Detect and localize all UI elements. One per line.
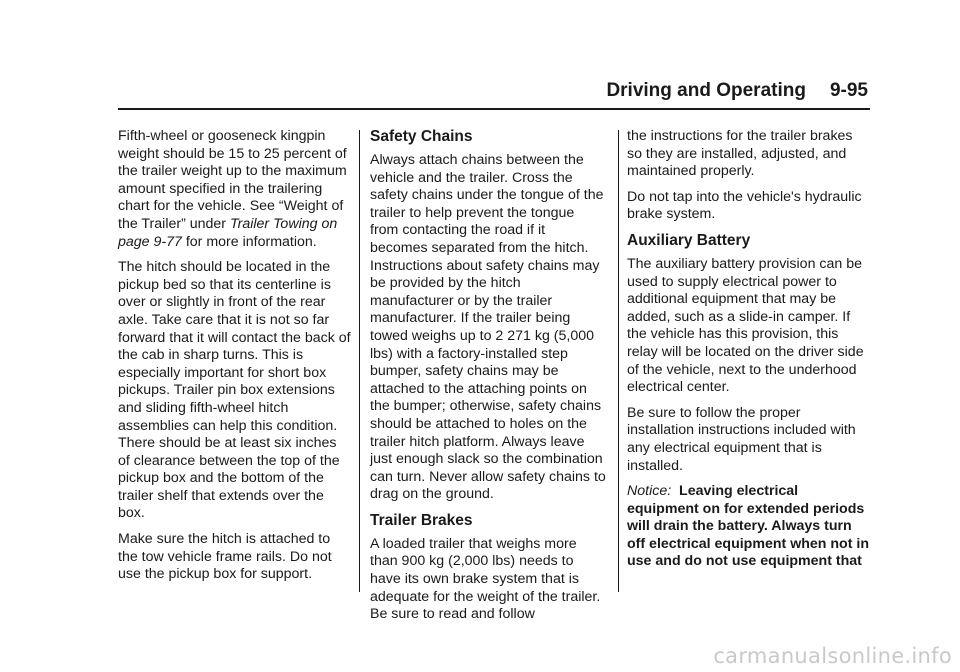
page-number: 9-95 [829, 80, 868, 101]
section-title: Driving and Operating [606, 80, 806, 101]
paragraph-text: Fifth-wheel or gooseneck kingpin weight should be 15 to 25 percent of the trailer weight up to the maximum amount specified in the trailering chart for the vehicle. See “Weight of the Trailer” under [118, 128, 347, 232]
paragraph-installation: Be sure to follow the proper installation instructions included with any electrical equipment that is installed. [627, 404, 856, 474]
paragraph-auxiliary-battery: The auxiliary battery provision can be used to supply electrical power to additional equipment that may be added, such as a slide-in camper. If the vehicle has this provision, this relay will be located on the driver side of the vehicle, next to the underhood electrical center. [627, 255, 864, 396]
heading-safety-chains: Safety Chains [370, 128, 473, 145]
heading-trailer-brakes: Trailer Brakes [370, 511, 473, 529]
notice-label: Notice: [627, 483, 672, 500]
header-rule [118, 108, 870, 110]
column-right [627, 128, 871, 579]
notice [627, 483, 871, 571]
column-middle [370, 128, 606, 632]
column-divider [359, 130, 360, 592]
paragraph-hitch-location: The hitch should be located in the pickup bed so that its centerline is over or slightly in front of the rear axle. Take care that it is not so far forward that it will contact the back of the cab in sharp turns. This is especially important for short box pickups. Trailer pin box extensions and sliding fifth-wheel hitch assemblies can help this condition. There should be at least six inches of clearance between the top of the pickup box and the bottom of the trailer shelf that extends over the box. [118, 259, 351, 522]
notice-text: Leaving electrical equipment on for extended periods will drain the battery. Always turn off electrical equipment when not in use and do not use equipment that [627, 483, 869, 570]
paragraph-brake-instructions: the instructions for the trailer brakes so they are installed, adjusted, and maintained properly. [627, 128, 853, 180]
paragraph-safety-chains: Always attach chains between the vehicle and the trailer. Cross the safety chains under the tongue of the trailer to help prevent the tongue from contacting the road if it becomes separated from the hitch. Instructions about safety chains may be provided by the hitch manufacturer or by the trailer manufacturer. If the trailer being towed weighs up to 2 271 kg (5,000 lbs) with a factory-installed step bumper, safety chains may be attached to the attaching points on the bumper; otherwise, safety chains should be attached to holes on the trailer hitch platform. Always leave just enough slack so the combination can turn. Never allow safety chains to drag on the ground. [370, 152, 606, 503]
paragraph-text: for more information. [181, 233, 317, 250]
watermark: carmanualsonline.info [713, 644, 952, 668]
paragraph-hydraulic: Do not tap into the vehicle's hydraulic brake system. [627, 188, 862, 223]
page-header [0, 80, 868, 102]
paragraph-kingpin [118, 128, 352, 251]
column-left [118, 128, 352, 592]
paragraph-frame-rails: Make sure the hitch is attached to the tow vehicle frame rails. Do not use the pickup box for support. [118, 531, 332, 583]
heading-auxiliary-battery: Auxiliary Battery [627, 231, 751, 249]
cross-reference-link[interactable]: Trailer Towing on page 9-77 [118, 215, 338, 250]
paragraph-trailer-brakes: A loaded trailer that weighs more than 900 kg (2,000 lbs) needs to have its own brake system that is adequate for the weight of the trailer. Be sure to read and follow [370, 535, 601, 623]
column-divider [618, 130, 619, 592]
